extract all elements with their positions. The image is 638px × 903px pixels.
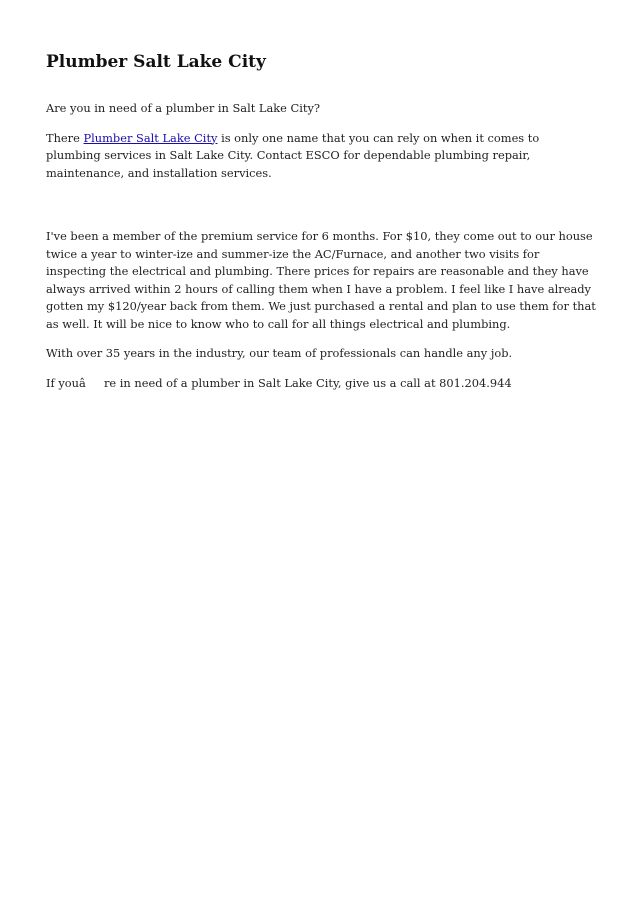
intro-question: Are you in need of a plumber in Salt Lake City? — [46, 101, 321, 115]
intro-paragraph — [46, 130, 596, 183]
review-paragraph: I've been a member of the premium service for 6 months. For $10, they come out to our house twice a year to winter-ize and summer-ize the AC/Furnace, and another two visits for inspecting the electrical and plumbing. There prices for repairs are reasonable and they have always arrived within 2 hours of calling them when I have a problem. I feel like I have already gotten my $120/year back from them. We just purchased a rental and plan to use them for that as well. It will be nice to know who to call for all things electrical and plumbing. — [46, 229, 596, 331]
experience-paragraph: With over 35 years in the industry, our team of professionals can handle any job. — [46, 346, 513, 360]
call-to-action: If youâre in need of a plumber in Salt Lake City, give us a call at 801.204.944 — [46, 375, 512, 390]
section-spacer — [46, 194, 596, 228]
document-page — [46, 50, 596, 404]
intro-text-after: is only one name that you can rely on when it comes to plumbing services in Salt Lake City. Contact ESCO for dependable plumbing repair, maintenance, and installation services. — [46, 130, 540, 180]
plumber-salt-lake-city-link[interactable]: Plumber Salt Lake City — [83, 130, 218, 145]
intro-text-before: There — [46, 130, 84, 145]
page-title: Plumber Salt Lake City — [46, 52, 266, 72]
